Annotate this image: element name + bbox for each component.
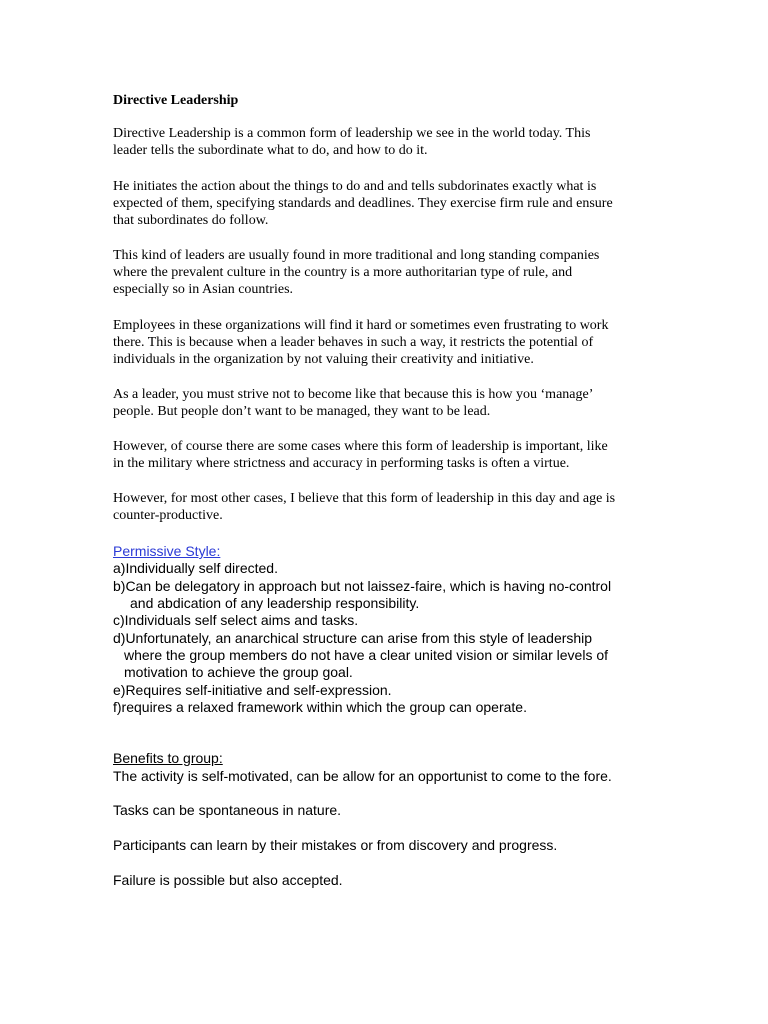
permissive-item-c: c)Individuals self select aims and tasks. — [113, 612, 359, 628]
paragraph-line: there. This is because when a leader behaves in such a way, it restricts the potential of — [113, 335, 594, 351]
paragraph-intro — [113, 125, 673, 159]
permissive-item-b-continued: and abdication of any leadership responsibility. — [130, 595, 420, 611]
paragraph-line: Directive Leadership is a common form of leadership we see in the world today. This — [113, 126, 591, 141]
permissive-item-a: a)Individually self directed. — [113, 560, 278, 576]
paragraph-line: He initiates the action about the things to do and and tells subdorinates exactly what is — [113, 179, 597, 194]
paragraph-initiates — [113, 178, 673, 230]
paragraph-line: especially so in Asian countries. — [113, 282, 294, 298]
paragraph-line: However, for most other cases, I believe that this form of leadership in this day and age is — [113, 491, 616, 506]
paragraph-traditional — [113, 247, 673, 299]
benefit-item: Failure is possible but also accepted. — [113, 872, 343, 888]
permissive-item-e: e)Requires self-initiative and self-expression. — [113, 682, 392, 698]
paragraph-line: in the military where strictness and accuracy in performing tasks is often a virtue. — [113, 456, 570, 472]
paragraph-line: people. But people don’t want to be managed, they want to be lead. — [113, 404, 491, 420]
paragraph-military — [113, 438, 673, 472]
paragraph-line: that subordinates do follow. — [113, 213, 269, 229]
paragraph-employees — [113, 317, 673, 369]
benefits-heading: Benefits to group: — [113, 750, 223, 766]
paragraph-line: This kind of leaders are usually found in more traditional and long standing companies — [113, 248, 600, 263]
permissive-item-b: b)Can be delegatory in approach but not laissez-faire, which is having no-control — [113, 578, 612, 594]
permissive-item-d: d)Unfortunately, an anarchical structure can arise from this style of leadership — [113, 630, 593, 646]
paragraph-line: individuals in the organization by not valuing their creativity and initiative. — [113, 352, 534, 368]
paragraph-line: counter-productive. — [113, 508, 223, 524]
benefit-item: Participants can learn by their mistakes or from discovery and progress. — [113, 837, 558, 853]
paragraph-line: leader tells the subordinate what to do, and how to do it. — [113, 143, 428, 159]
paragraph-as-a-leader — [113, 386, 673, 420]
permissive-item-d-continued: where the group members do not have a clear united vision or similar levels of — [124, 647, 609, 663]
paragraph-line: However, of course there are some cases where this form of leadership is important, like — [113, 439, 608, 454]
benefit-item: Tasks can be spontaneous in nature. — [113, 802, 342, 818]
permissive-item-d-continued: motivation to achieve the group goal. — [124, 664, 353, 680]
document-title: Directive Leadership — [113, 93, 239, 108]
paragraph-counter-productive — [113, 490, 673, 524]
paragraph-line: Employees in these organizations will find it hard or sometimes even frustrating to work — [113, 318, 609, 333]
benefit-item: The activity is self-motivated, can be allow for an opportunist to come to the fore. — [113, 768, 612, 784]
permissive-style-heading: Permissive Style: — [113, 543, 221, 559]
paragraph-line: where the prevalent culture in the country is a more authoritarian type of rule, and — [113, 265, 573, 281]
paragraph-line: expected of them, specifying standards and deadlines. They exercise firm rule and ensure — [113, 196, 613, 212]
paragraph-line: As a leader, you must strive not to become like that because this is how you ‘manage’ — [113, 387, 594, 402]
permissive-item-f: f)requires a relaxed framework within which the group can operate. — [113, 699, 527, 715]
